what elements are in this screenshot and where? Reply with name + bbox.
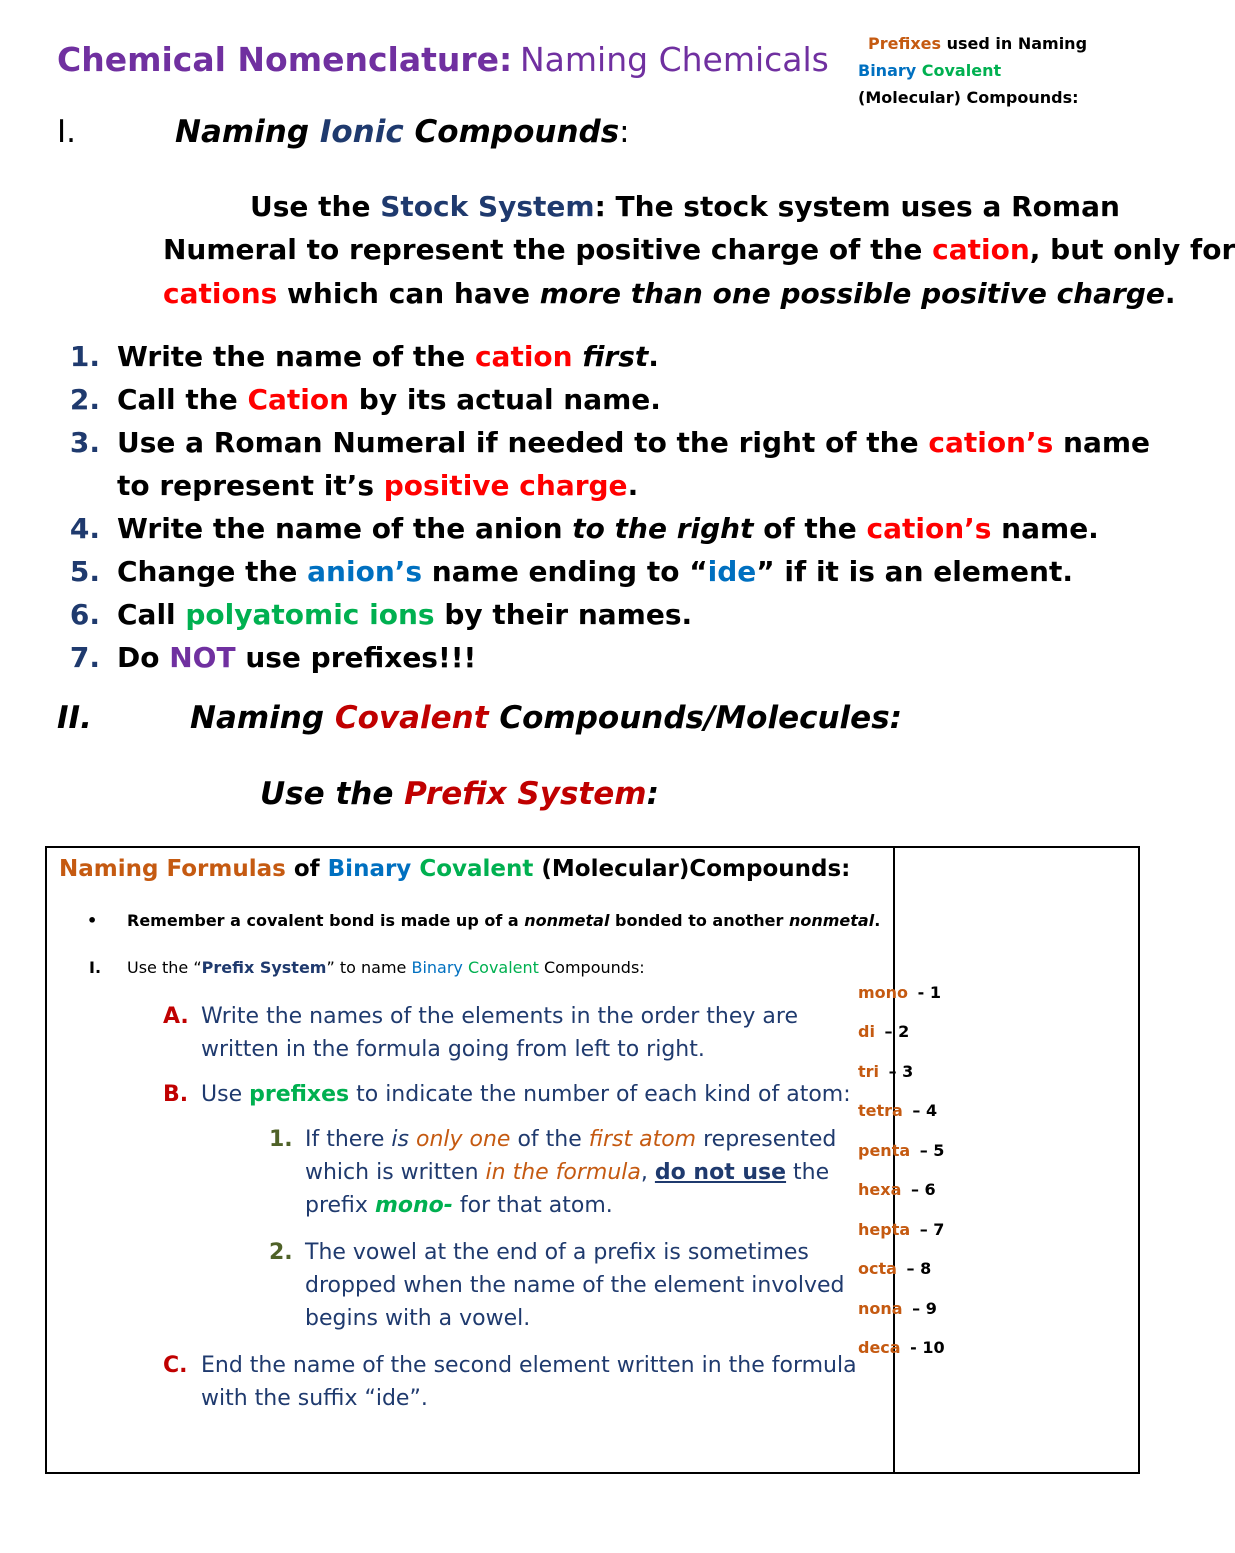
sub-item-1-l3-post: for that atom. — [452, 1193, 613, 1218]
item-a-line-2: written in the formula going from left to right. — [201, 1037, 705, 1062]
prefix-item-penta — [858, 1141, 945, 1160]
roman-numeral: I. — [89, 958, 102, 977]
stock-line-3-end: . — [1164, 277, 1176, 310]
table-heading-post: (Molecular)Compounds: — [533, 856, 851, 882]
rule-4-mid: of the — [753, 512, 867, 545]
stock-line-3-mid: which can have — [277, 277, 540, 310]
sub-item-1-l3-pre: prefix — [305, 1193, 375, 1218]
rule-4-italic: to the right — [572, 512, 754, 545]
table-heading-of: of — [285, 856, 328, 882]
rule-4-cation: cation’s — [866, 512, 992, 545]
prefix-name: hexa — [858, 1180, 902, 1199]
rule-6-pre: Call — [117, 598, 186, 631]
item-c-line-2: with the suffix “ide”. — [201, 1386, 428, 1411]
stock-system-term: Stock System — [380, 190, 595, 223]
sub-item-1-do-not-use: do not use — [654, 1160, 787, 1185]
title-main: Chemical Nomenclature: — [57, 40, 513, 79]
item-a-line-1: Write the names of the elements in the order they are — [201, 1004, 798, 1029]
rule-3-cation: cation’s — [928, 426, 1054, 459]
table-column-divider — [893, 848, 895, 1472]
item-c-line-1: End the name of the second element written in the formula — [201, 1353, 857, 1378]
prefix-value: – 9 — [912, 1299, 937, 1318]
rule-4-pre: Write the name of the anion — [117, 512, 573, 545]
roman-prefix-system: Prefix System — [201, 958, 327, 977]
item-b-prefixes: prefixes — [249, 1082, 350, 1107]
rule-3b-positive-charge: positive charge — [383, 469, 628, 502]
sub-item-1-l2-pre: which is written — [305, 1160, 486, 1185]
rule-3-number: 3. — [69, 426, 100, 459]
prefix-value: – 8 — [906, 1259, 932, 1278]
sub-item-1-a: If there — [305, 1127, 392, 1152]
prefix-item-nona — [858, 1299, 937, 1318]
rule-1-space — [573, 340, 583, 373]
roman-pre: Use the “ — [127, 958, 202, 977]
rule-7-not: NOT — [169, 641, 236, 674]
rule-2-cation: Cation — [247, 383, 350, 416]
prefix-system-heading — [260, 776, 659, 812]
rule-5-pre: Change the — [117, 555, 308, 588]
prefix-name: tetra — [858, 1101, 903, 1120]
section-1-heading-pre: Naming — [175, 114, 320, 150]
prefix-item-hexa — [858, 1180, 936, 1199]
bullet-mid: bonded to another — [609, 911, 789, 930]
stock-line-3-cations: cations — [163, 277, 278, 310]
stock-line-1-post: : The stock system uses a Roman — [594, 190, 1120, 223]
bullet-nonmetal-1: nonmetal — [524, 911, 610, 930]
rule-5-post: ” if it is an element. — [756, 555, 1073, 588]
prefix-name: penta — [858, 1141, 911, 1160]
prefix-value: - 10 — [910, 1338, 945, 1357]
page-title — [57, 40, 829, 79]
section-1-heading-post: Compounds — [403, 114, 620, 150]
bullet-pre: Remember a covalent bond is made up of a — [127, 911, 525, 930]
item-a-letter: A. — [163, 1004, 189, 1029]
prefix-value: - 1 — [917, 983, 941, 1002]
roman-binary: Binary — [411, 958, 463, 977]
item-c-letter: C. — [163, 1353, 188, 1378]
prefix-name: di — [858, 1022, 875, 1041]
prefix-value: – 2 — [884, 1022, 910, 1041]
rule-2-pre: Call the — [117, 383, 248, 416]
prefix-value: – 5 — [919, 1141, 945, 1160]
sub-item-2-line-2: dropped when the name of the element involved — [305, 1273, 845, 1298]
item-b-letter: B. — [163, 1082, 189, 1107]
rule-2-number: 2. — [69, 383, 100, 416]
rule-5-ide: ide — [707, 555, 757, 588]
prefix-system-pre: Use the — [260, 776, 405, 812]
prefixes-head-covalent: Covalent — [921, 61, 1002, 80]
roman-post: Compounds: — [538, 958, 645, 977]
rule-3b-pre: to represent it’s — [117, 469, 384, 502]
item-b-pre: Use — [201, 1082, 250, 1107]
prefix-name: octa — [858, 1259, 897, 1278]
rule-1-number: 1. — [69, 340, 100, 373]
prefix-item-di — [858, 1022, 910, 1041]
sub-item-1-comma: , — [640, 1160, 655, 1185]
prefix-name: hepta — [858, 1220, 911, 1239]
prefix-name: mono — [858, 983, 909, 1002]
rule-1-pre: Write the name of the — [117, 340, 475, 373]
stock-line-3-italic: more than one possible positive charge — [539, 277, 1165, 310]
sub-item-2-line-3: begins with a vowel. — [305, 1306, 531, 1331]
stock-line-1-pre: Use the — [250, 190, 381, 223]
rule-3-pre: Use a Roman Numeral if needed to the right of the — [117, 426, 929, 459]
rule-7-number: 7. — [69, 641, 100, 674]
prefix-item-mono — [858, 983, 941, 1002]
section-2-heading-pre: Naming — [190, 700, 335, 736]
section-2-heading — [57, 700, 903, 736]
prefix-value: – 4 — [912, 1101, 938, 1120]
stock-line-2-cation: cation — [932, 233, 1030, 266]
sub-item-1-in-formula: in the formula — [485, 1160, 641, 1185]
rule-3b-end: . — [627, 469, 639, 502]
sub-item-1-rep: represented — [696, 1127, 837, 1152]
sub-item-1-is: is — [391, 1127, 409, 1152]
table-heading — [59, 856, 850, 882]
prefix-value: – 6 — [910, 1180, 936, 1199]
roman-mid: ” to name — [326, 958, 412, 977]
stock-line-2-post: , but only for — [1029, 233, 1235, 266]
table-heading-binary: Binary — [327, 856, 412, 882]
prefix-item-deca — [858, 1338, 945, 1357]
item-b-post: to indicate the number of each kind of atom: — [349, 1082, 851, 1107]
section-2-numeral: II. — [57, 700, 92, 736]
section-1-numeral: I. — [57, 114, 76, 150]
bullet-dot: • — [87, 911, 98, 930]
rule-2-post: by its actual name. — [349, 383, 661, 416]
rule-5-anion: anion’s — [307, 555, 423, 588]
rule-5-number: 5. — [69, 555, 100, 588]
prefix-name: deca — [858, 1338, 901, 1357]
section-1-heading-colon: : — [619, 114, 630, 150]
prefixes-head-prefixes: Prefixes — [868, 34, 942, 53]
rule-5-mid: name ending to “ — [422, 555, 708, 588]
stock-line-2-pre: Numeral to represent the positive charge of the — [163, 233, 933, 266]
sub-item-2-line-1: The vowel at the end of a prefix is sometimes — [305, 1240, 809, 1265]
rules-table — [45, 846, 1140, 1474]
rule-7-post: use prefixes!!! — [235, 641, 477, 674]
prefix-system-colon: : — [646, 776, 659, 812]
table-heading-covalent: Covalent — [419, 856, 534, 882]
section-2-heading-covalent: Covalent — [334, 700, 489, 736]
table-heading-naming: Naming Formulas — [59, 856, 286, 882]
prefix-item-tri — [858, 1062, 914, 1081]
sub-item-1-of: of the — [510, 1127, 589, 1152]
sub-item-1-the: the — [786, 1160, 830, 1185]
sub-item-1-only-one: only one — [416, 1127, 511, 1152]
prefix-system-term: Prefix System — [404, 776, 647, 812]
section-2-heading-post: Compounds/Molecules: — [488, 700, 903, 736]
stock-line-2 — [163, 233, 1235, 266]
sub-item-2-number: 2. — [269, 1240, 293, 1265]
sub-item-1-space — [409, 1127, 416, 1152]
rule-4-post: name. — [991, 512, 1099, 545]
rule-6-number: 6. — [69, 598, 100, 631]
prefix-item-hepta — [858, 1220, 945, 1239]
roman-covalent: Covalent — [467, 958, 539, 977]
bullet-nonmetal-2: nonmetal — [788, 911, 875, 930]
rule-3-post: name — [1053, 426, 1151, 459]
stock-line-3 — [163, 277, 1176, 310]
section-1-heading — [57, 114, 630, 150]
prefix-name: tri — [858, 1062, 880, 1081]
prefix-value: – 7 — [919, 1220, 945, 1239]
prefixes-head-line-3: (Molecular) Compounds: — [858, 88, 1079, 107]
prefixes-panel-heading — [858, 30, 1087, 111]
prefix-name: nona — [858, 1299, 903, 1318]
sub-item-1-first-atom: first atom — [588, 1127, 697, 1152]
sub-item-1-mono: mono- — [374, 1193, 453, 1218]
prefix-value: – 3 — [888, 1062, 914, 1081]
stock-line-1 — [250, 190, 1120, 223]
rule-1-end: . — [648, 340, 659, 373]
rule-6-polyatomic: polyatomic ions — [185, 598, 435, 631]
bullet-end: . — [874, 911, 881, 930]
title-sub: Naming Chemicals — [520, 40, 829, 79]
prefix-item-octa — [858, 1259, 932, 1278]
rule-1-first: first — [582, 340, 649, 373]
prefix-item-tetra — [858, 1101, 938, 1120]
section-1-heading-ionic: Ionic — [319, 114, 404, 150]
sub-item-1-number: 1. — [269, 1127, 293, 1152]
rule-6-post: by their names. — [434, 598, 693, 631]
rule-7-pre: Do — [117, 641, 170, 674]
prefixes-head-binary: Binary — [858, 61, 917, 80]
rule-4-number: 4. — [69, 512, 100, 545]
prefixes-head-rest: used in Naming — [941, 34, 1088, 53]
rule-1-cation: cation — [474, 340, 573, 373]
